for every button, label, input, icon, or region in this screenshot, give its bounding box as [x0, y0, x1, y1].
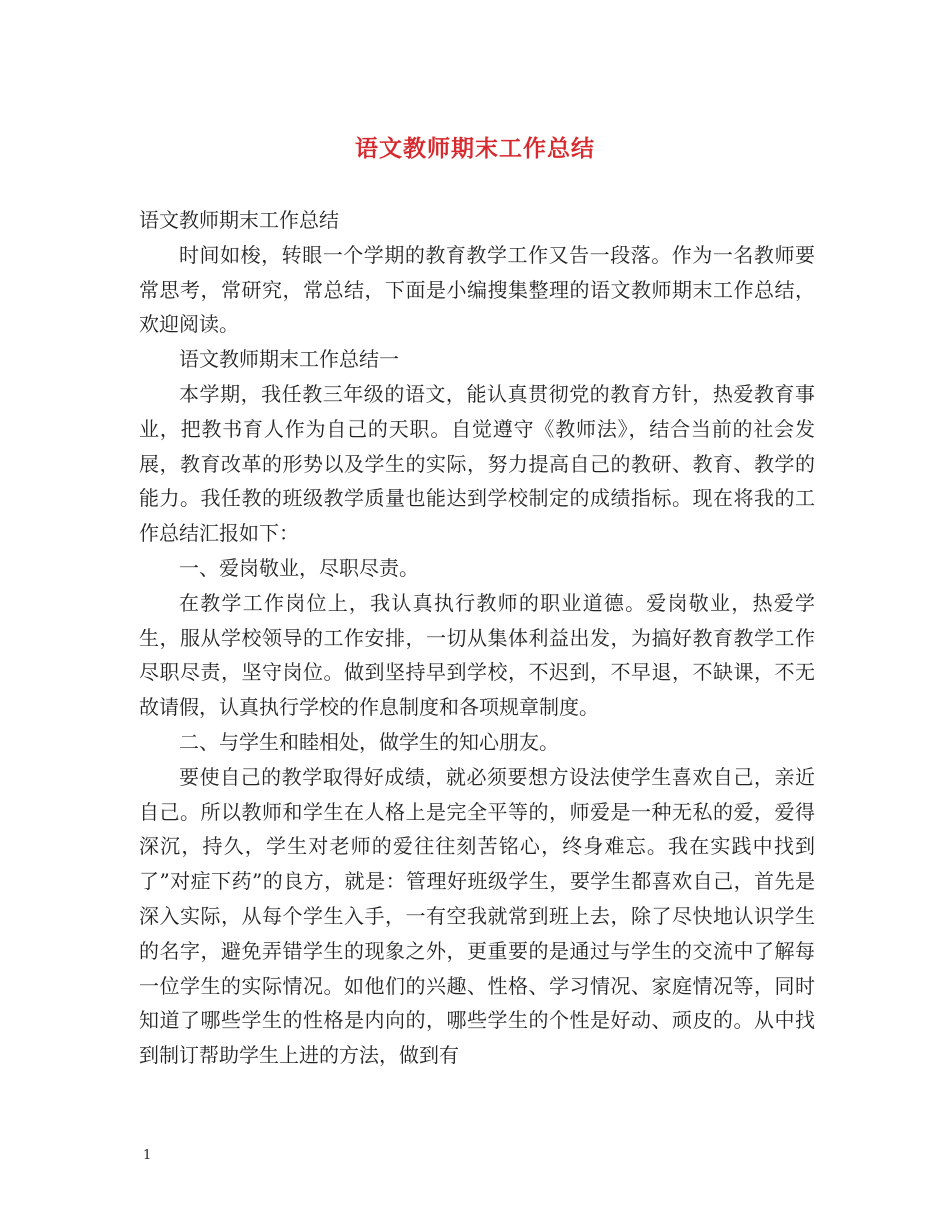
document-body [139, 203, 815, 1073]
subheading: 一、爱岗敬业，尽职尽责。 [179, 555, 419, 580]
subheading: 二、与学生和睦相处，做学生的知心朋友。 [179, 729, 559, 754]
body-paragraph: 在教学工作岗位上，我认真执行教师的职业道德。爱岗敬业，热爱学生，服从学校领导的工作安排，一切从集体利益出发，为搞好教育教学工作尽职尽责，坚守岗位。做到坚持早到学校，不迟到，不早退，不缺课，不无故请假，认真执行学校的作息制度和各项规章制度。 [139, 590, 815, 720]
body-paragraph: 本学期，我任教三年级的语文，能认真贯彻党的教育方针，热爱教育事业，把教书育人作为自己的天职。自觉遵守《教师法》，结合当前的社会发展，教育改革的形势以及学生的实际，努力提高自己的教研、教育、教学的能力。我任教的班级教学质量也能达到学校制定的成绩指标。现在将我的工作总结汇报如下： [139, 381, 815, 546]
body-paragraph: 要使自己的教学取得好成绩，就必须要想方设法使学生喜欢自己，亲近自己。所以教师和学生在人格上是完全平等的，师爱是一种无私的爱，爱得深沉，持久，学生对老师的爱往往刻苦铭心，终身难忘。我在实践中找到了”对症下药”的良方，就是：管理好班级学生，要学生都喜欢自己，首先是深入实际，从每个学生入手，一有空我就常到班上去，除了尽快地认识学生的名字，避免弄错学生的现象之外，更重要的是通过与学生的交流中了解每一位学生的实际情况。如他们的兴趣、性格、学习情况、家庭情况等，同时知道了哪些学生的性格是内向的，哪些学生的个性是好动、顽皮的。从中找到制订帮助学生上进的方法，做到有 [139, 764, 815, 1068]
body-heading: 语文教师期末工作总结 [139, 208, 339, 232]
section-heading: 语文教师期末工作总结一 [179, 347, 399, 372]
document-title: 语文教师期末工作总结 [355, 135, 595, 162]
intro-paragraph: 时间如梭，转眼一个学期的教育教学工作又告一段落。作为一名教师要常思考，常研究，常总结，下面是小编搜集整理的语文教师期末工作总结，欢迎阅读。 [139, 242, 815, 337]
page-number: 1 [143, 1148, 152, 1163]
